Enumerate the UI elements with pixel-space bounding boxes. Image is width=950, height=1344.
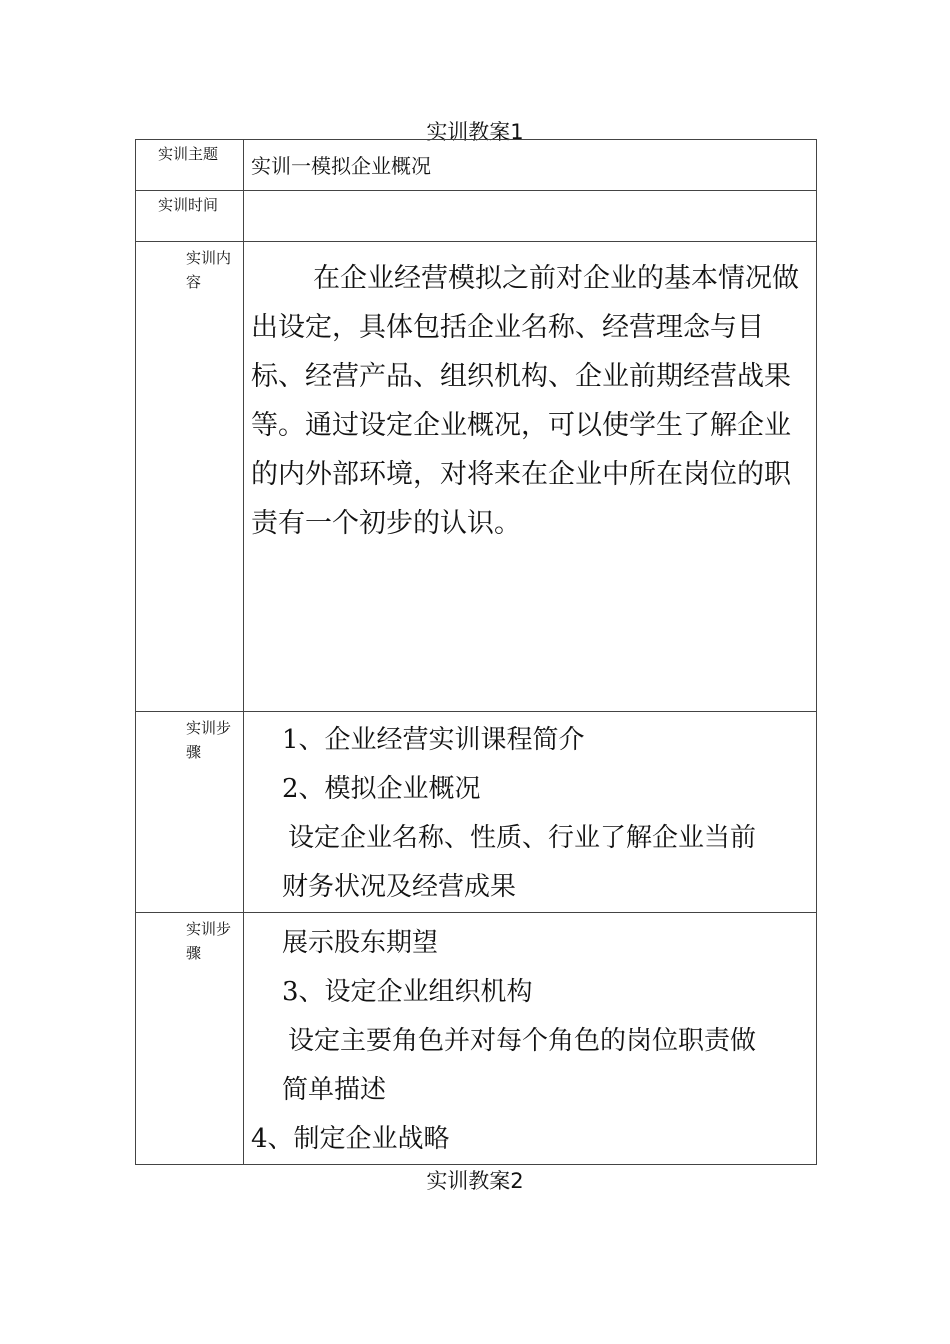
lesson-plan-table <box>135 139 817 1165</box>
lesson-plan-title-2: 实训教案2 <box>426 1169 524 1193</box>
step-item: 设定主要角色并对每个角色的岗位职责做 <box>288 1026 757 1056</box>
step-item: 展示股东期望 <box>282 928 439 958</box>
step-item: 设定企业名称、性质、行业了解企业当前 <box>288 823 757 853</box>
time-row <box>136 191 817 242</box>
time-label: 实训时间 <box>158 196 219 214</box>
time-value <box>244 191 816 201</box>
time-value-cell <box>244 191 817 242</box>
steps-label-2: 实训步骤 <box>186 920 232 962</box>
content-text: 在企业经营模拟之前对企业的基本情况做出设定，具体包括企业名称、经营理念与目标、经营产品、组织机构、企业前期经营战果等。通过设定企业概况，可以使学生了解企业的内外部环境，对将来在企业中所在岗位的职责有一个初步的认识。 <box>251 263 799 539</box>
subject-label: 实训主题 <box>158 145 219 163</box>
steps-row-1 <box>136 712 817 913</box>
content-label-cell <box>136 242 244 712</box>
step-item: 简单描述 <box>282 1075 387 1105</box>
steps-label-1: 实训步骤 <box>186 719 232 761</box>
step-item: 财务状况及经营成果 <box>282 872 517 902</box>
step-item: 1、企业经营实训课程简介 <box>282 725 585 755</box>
subject-value-cell <box>244 140 817 191</box>
content-value-cell <box>244 242 817 712</box>
step-item: 2、模拟企业概况 <box>282 774 481 804</box>
content-row <box>136 242 817 712</box>
subject-row <box>136 140 817 191</box>
subject-label-cell <box>136 140 244 191</box>
steps-label-cell-1 <box>136 712 244 913</box>
step-item: 3、设定企业组织机构 <box>282 977 533 1007</box>
steps-value-cell-2 <box>244 913 817 1165</box>
subject-value: 实训一模拟企业概况 <box>251 154 431 178</box>
lesson-plan-title-1: 实训教案1 <box>426 120 524 144</box>
steps-label-cell-2 <box>136 913 244 1165</box>
steps-row-2 <box>136 913 817 1165</box>
steps-value-cell-1 <box>244 712 817 913</box>
content-label: 实训内容 <box>186 249 232 291</box>
time-label-cell <box>136 191 244 242</box>
step-item: 4、制定企业战略 <box>251 1124 450 1154</box>
